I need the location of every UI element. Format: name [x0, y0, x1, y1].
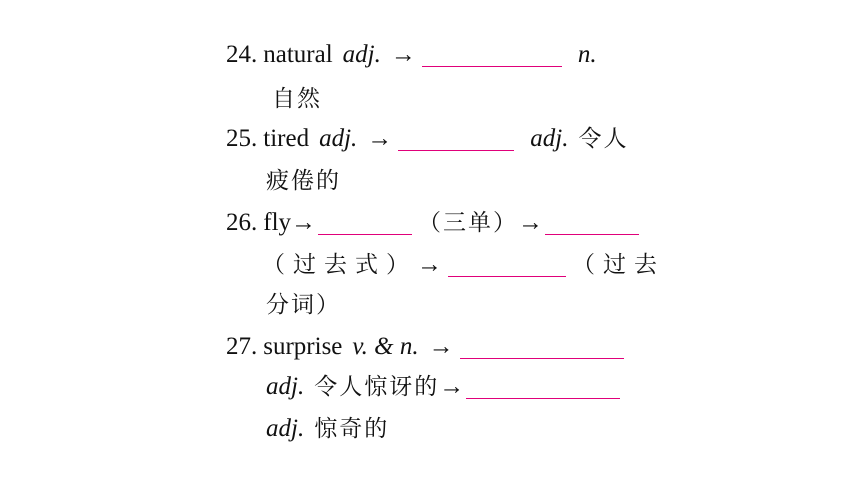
- part-of-speech: adj.: [319, 125, 358, 152]
- item-word: surprise: [263, 333, 343, 360]
- form-label-past-participle: （过去: [572, 252, 665, 278]
- item-word: tired: [263, 125, 310, 152]
- meaning: 惊奇的: [314, 416, 390, 442]
- answer-blank-adj-1[interactable]: [460, 336, 624, 359]
- item-number: 24.: [226, 41, 258, 68]
- item-24-line-1: [226, 40, 597, 70]
- arrow: →: [390, 41, 416, 68]
- answer-blank-adj-2[interactable]: [466, 376, 620, 399]
- answer-blank[interactable]: [398, 128, 514, 151]
- item-26-line-3: [266, 290, 341, 320]
- result-part-of-speech: n.: [577, 41, 597, 68]
- meaning: 自然: [272, 86, 322, 112]
- part-of-speech: adj.: [266, 373, 305, 400]
- answer-blank-third-person[interactable]: [318, 212, 412, 235]
- item-number: 26.: [226, 209, 258, 236]
- arrow: →: [428, 333, 454, 360]
- part-of-speech: adj.: [342, 41, 381, 68]
- item-27-line-2: [266, 372, 626, 402]
- item-25-line-1: [226, 124, 628, 154]
- item-25-line-2: [266, 166, 341, 196]
- meaning-continued: 疲倦的: [266, 168, 341, 194]
- arrow: →: [439, 373, 465, 400]
- form-label-past-participle-continued: 分词）: [266, 292, 341, 318]
- item-word: fly: [263, 209, 292, 236]
- result-part-of-speech: adj.: [530, 125, 569, 152]
- answer-blank-past-participle[interactable]: [448, 254, 566, 277]
- arrow: →: [518, 209, 544, 236]
- arrow: →: [417, 251, 442, 278]
- form-label-past-tense: （过去式）: [262, 252, 417, 278]
- item-number: 25.: [226, 125, 258, 152]
- arrow: →: [291, 209, 317, 236]
- answer-blank[interactable]: [422, 44, 562, 67]
- item-27-line-3: [266, 414, 389, 444]
- item-27-line-1: [226, 332, 630, 362]
- item-24-line-2: [272, 84, 322, 114]
- part-of-speech: v. & n.: [352, 333, 419, 360]
- item-number: 27.: [226, 333, 258, 360]
- meaning: 令人惊讶的: [314, 374, 440, 400]
- meaning: 令人: [578, 126, 629, 152]
- item-26-line-2: [262, 250, 665, 280]
- answer-blank-past-tense[interactable]: [545, 212, 639, 235]
- part-of-speech: adj.: [266, 415, 305, 442]
- item-26-line-1: [226, 208, 645, 238]
- item-word: natural: [263, 41, 333, 68]
- form-label-third-person: （三单）: [418, 210, 519, 236]
- arrow: →: [367, 125, 393, 152]
